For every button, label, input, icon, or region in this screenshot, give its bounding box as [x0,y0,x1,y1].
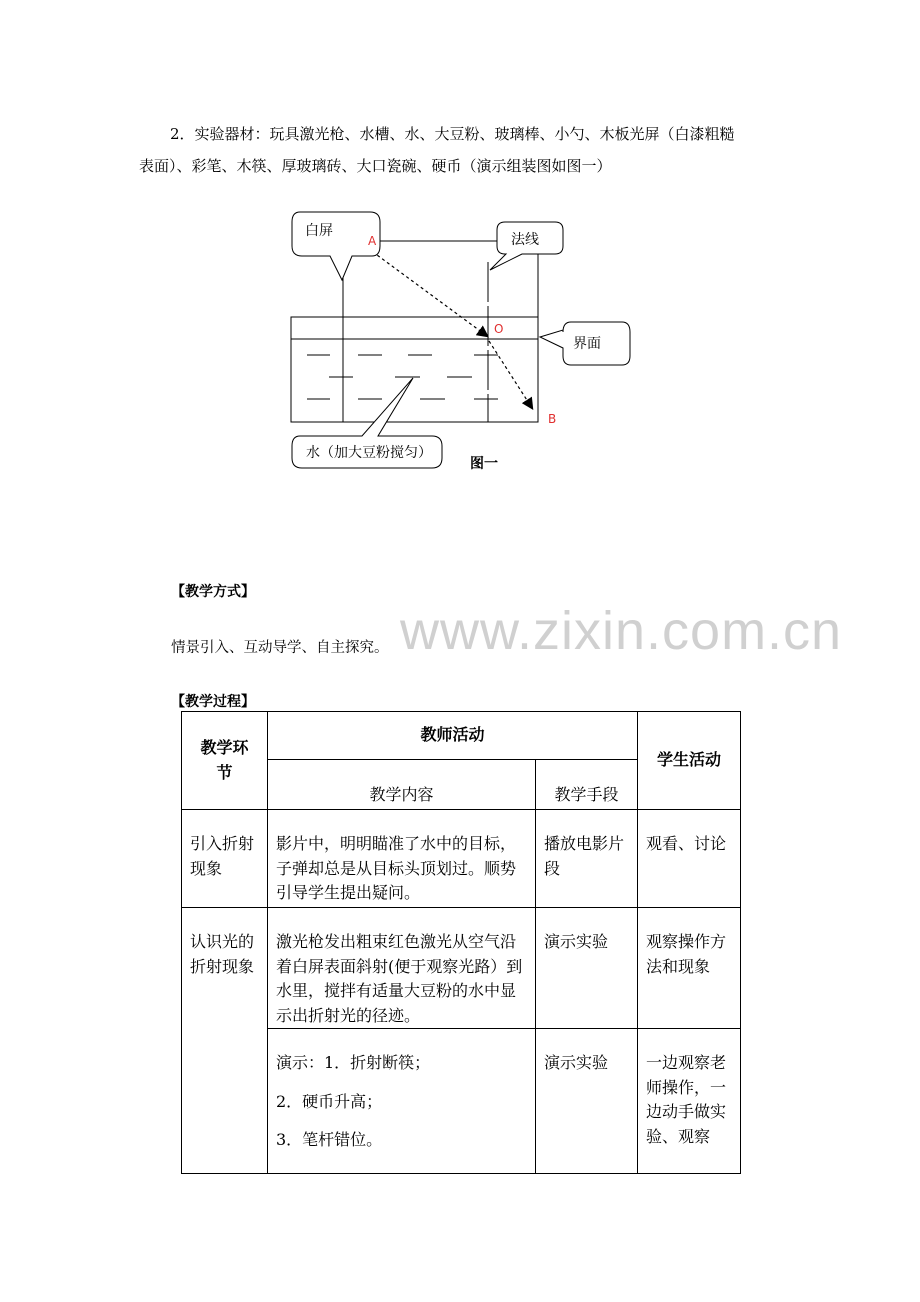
row1-content: 影片中，明明瞄准了水中的目标，子弹却总是从目标头顶划过。顺势引导学生提出疑问。 [268,810,536,908]
row2-stage: 认识光的折射现象 [182,908,268,1174]
row2-content: 激光枪发出粗束红色激光从空气沿着白屏表面斜射(便于观察光路）到水里，搅拌有适量大豆粉的水中显示出折射光的径迹。 [268,908,536,1029]
method-heading: 【教学方式】 [171,584,255,600]
callout-water-label: 水（加大豆粉搅匀） [306,445,432,461]
row3-means: 演示实验 [536,1029,638,1174]
demo-item-1: 演示：1．折射断筷； [276,1053,431,1072]
table-row [182,810,741,908]
point-a-label: A [368,234,377,248]
materials-line-1: 2．实验器材：玩具激光枪、水槽、水、大豆粉、玻璃棒、小勺、木板光屏（白漆粗糙 [170,125,735,143]
row3-content [268,1029,536,1174]
header-content: 教学内容 [268,760,536,810]
point-o-label: O [494,322,504,336]
demo-item-2: 2．硬币升高； [276,1091,383,1111]
process-table [181,711,741,1174]
header-teacher: 教师活动 [268,712,638,760]
row1-stage: 引入折射现象 [182,810,268,908]
callout-normal-label: 法线 [511,232,539,248]
callout-screen-label: 白屏 [305,223,333,239]
table-header-row [182,712,741,760]
method-text: 情景引入、互动导学、自主探究。 [171,640,389,656]
header-student: 学生活动 [638,712,741,810]
callout-interface-label: 界面 [573,336,601,352]
header-means: 教学手段 [536,760,638,810]
point-b-label: B [548,412,557,426]
figure-caption: 图一 [470,456,498,472]
process-heading: 【教学过程】 [171,694,255,710]
refraction-diagram [0,0,920,500]
row2-student: 观察操作方法和现象 [638,908,741,1029]
row1-means: 播放电影片段 [536,810,638,908]
watermark: www.zixin.com.cn [400,601,843,661]
header-stage: 教学环节 [182,712,268,810]
row2-means: 演示实验 [536,908,638,1029]
incident-ray [358,241,487,336]
table-row [182,908,741,1029]
materials-line-2: 表面）、彩笔、木筷、厚玻璃砖、大口瓷碗、硬币（演示组装图如图一） [139,157,612,175]
refracted-ray [489,341,532,408]
row1-student: 观看、讨论 [638,810,741,908]
demo-item-3: 3．笔杆错位。 [276,1130,383,1149]
row3-student: 一边观察老师操作，一边动手做实验、观察 [638,1029,741,1174]
